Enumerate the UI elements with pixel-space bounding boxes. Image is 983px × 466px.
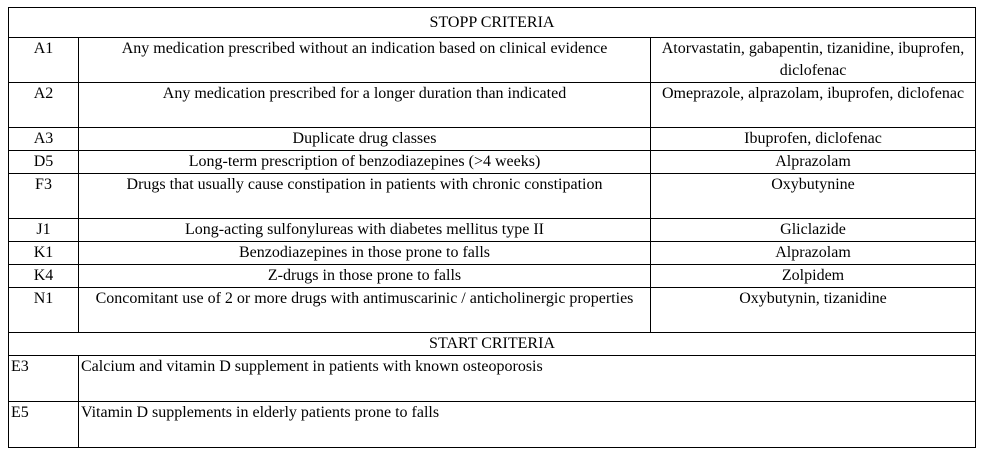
criterion-description: Concomitant use of 2 or more drugs with antimuscarinic / anticholinergic properties [79, 288, 651, 333]
criterion-description: Long-term prescription of benzodiazepines (>4 weeks) [79, 151, 651, 174]
criterion-description: Any medication prescribed without an indication based on clinical evidence [79, 38, 651, 83]
stopp-title: STOPP CRITERIA [9, 8, 976, 38]
criterion-code: J1 [9, 219, 79, 242]
criterion-description: Z-drugs in those prone to falls [79, 265, 651, 288]
criterion-code: E5 [9, 402, 79, 448]
drug-list: Atorvastatin, gabapentin, tizanidine, ibuprofen, diclofenac [651, 38, 976, 83]
criterion-code: A1 [9, 38, 79, 83]
criterion-code: A2 [9, 83, 79, 128]
criterion-description: Calcium and vitamin D supplement in patients with known osteoporosis [79, 356, 976, 402]
drug-list: Alprazolam [651, 242, 976, 265]
criterion-code: A3 [9, 128, 79, 151]
criterion-code: D5 [9, 151, 79, 174]
criterion-description: Benzodiazepines in those prone to falls [79, 242, 651, 265]
table-row [9, 402, 976, 448]
criterion-code: K1 [9, 242, 79, 265]
criterion-description: Any medication prescribed for a longer duration than indicated [79, 83, 651, 128]
drug-list: Gliclazide [651, 219, 976, 242]
criterion-description: Vitamin D supplements in elderly patients prone to falls [79, 402, 976, 448]
table-row [9, 265, 976, 288]
table-row [9, 83, 976, 128]
criterion-description: Drugs that usually cause constipation in patients with chronic constipation [79, 174, 651, 219]
table-row [9, 151, 976, 174]
criterion-code: F3 [9, 174, 79, 219]
table-row [9, 242, 976, 265]
table-row [9, 219, 976, 242]
criterion-description: Duplicate drug classes [79, 128, 651, 151]
table-row [9, 128, 976, 151]
drug-list: Zolpidem [651, 265, 976, 288]
drug-list: Oxybutynine [651, 174, 976, 219]
criterion-code: E3 [9, 356, 79, 402]
stopp-header-row [9, 8, 976, 38]
table-row [9, 174, 976, 219]
start-title: START CRITERIA [9, 333, 976, 356]
criterion-code: N1 [9, 288, 79, 333]
criterion-code: K4 [9, 265, 79, 288]
table-row [9, 38, 976, 83]
start-header-row [9, 333, 976, 356]
drug-list: Oxybutynin, tizanidine [651, 288, 976, 333]
table-row [9, 356, 976, 402]
drug-list: Omeprazole, alprazolam, ibuprofen, diclofenac [651, 83, 976, 128]
drug-list: Alprazolam [651, 151, 976, 174]
table-row [9, 288, 976, 333]
drug-list: Ibuprofen, diclofenac [651, 128, 976, 151]
criteria-table [8, 7, 976, 448]
criterion-description: Long-acting sulfonylureas with diabetes mellitus type II [79, 219, 651, 242]
